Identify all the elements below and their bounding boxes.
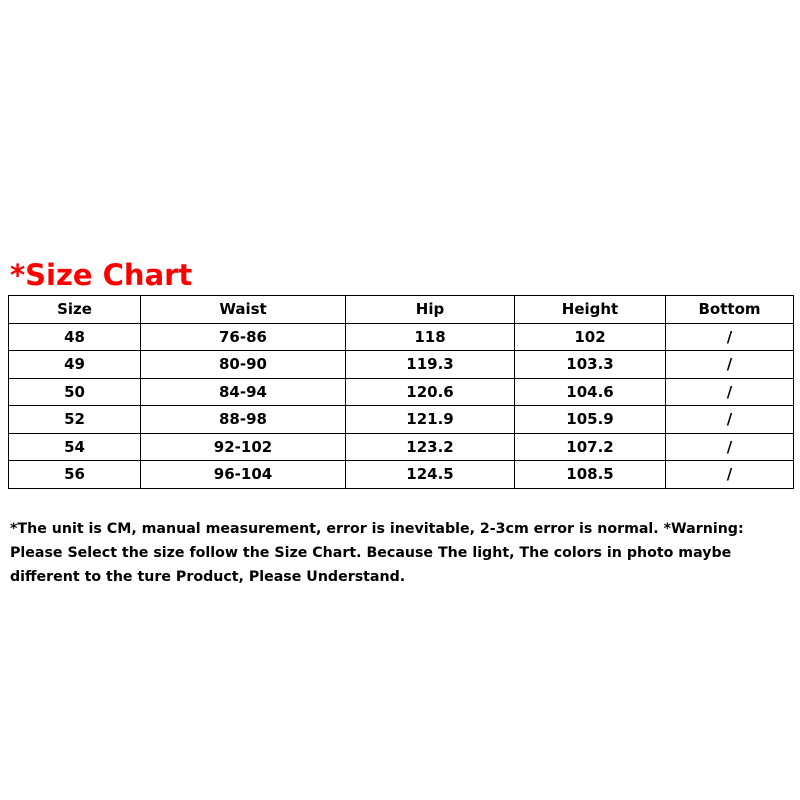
table-row [9, 461, 794, 489]
cell-bottom: / [666, 433, 794, 461]
table-row [9, 378, 794, 406]
cell-waist: 80-90 [141, 351, 346, 379]
cell-height: 103.3 [515, 351, 666, 379]
table-row [9, 351, 794, 379]
cell-bottom: / [666, 323, 794, 351]
cell-waist: 96-104 [141, 461, 346, 489]
cell-height: 102 [515, 323, 666, 351]
table-header-row [9, 296, 794, 324]
cell-bottom: / [666, 351, 794, 379]
cell-hip: 121.9 [346, 406, 515, 434]
cell-height: 108.5 [515, 461, 666, 489]
header-size: Size [9, 296, 141, 324]
table-row [9, 323, 794, 351]
size-table [8, 295, 794, 489]
cell-height: 104.6 [515, 378, 666, 406]
cell-hip: 119.3 [346, 351, 515, 379]
cell-size: 52 [9, 406, 141, 434]
header-bottom: Bottom [666, 296, 794, 324]
table-row [9, 433, 794, 461]
cell-hip: 118 [346, 323, 515, 351]
cell-waist: 76-86 [141, 323, 346, 351]
note-line: *The unit is CM, manual measurement, error is inevitable, 2-3cm error is normal. *Warning: [10, 521, 744, 537]
note-line: different to the ture Product, Please Understand. [10, 569, 406, 585]
cell-bottom: / [666, 461, 794, 489]
cell-hip: 123.2 [346, 433, 515, 461]
cell-height: 107.2 [515, 433, 666, 461]
cell-hip: 120.6 [346, 378, 515, 406]
cell-bottom: / [666, 378, 794, 406]
cell-waist: 92-102 [141, 433, 346, 461]
cell-bottom: / [666, 406, 794, 434]
cell-hip: 124.5 [346, 461, 515, 489]
cell-waist: 88-98 [141, 406, 346, 434]
cell-waist: 84-94 [141, 378, 346, 406]
table-row [9, 406, 794, 434]
cell-size: 56 [9, 461, 141, 489]
size-chart-title: *Size Chart [10, 258, 193, 292]
measurement-note [10, 517, 780, 589]
header-height: Height [515, 296, 666, 324]
cell-size: 49 [9, 351, 141, 379]
header-waist: Waist [141, 296, 346, 324]
cell-height: 105.9 [515, 406, 666, 434]
cell-size: 54 [9, 433, 141, 461]
cell-size: 50 [9, 378, 141, 406]
note-line: Please Select the size follow the Size Chart. Because The light, The colors in photo maybe [10, 545, 732, 561]
header-hip: Hip [346, 296, 515, 324]
cell-size: 48 [9, 323, 141, 351]
